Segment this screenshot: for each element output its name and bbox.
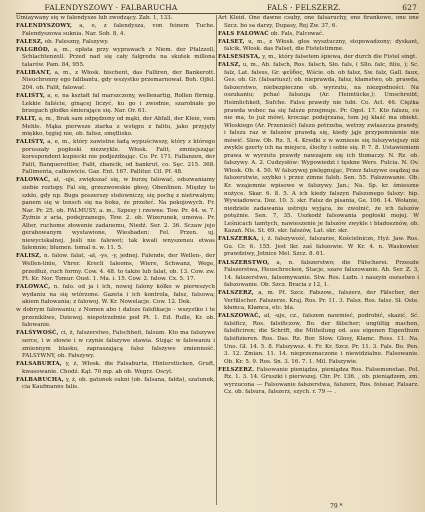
entry-definition: Falsowanie pieniądza, pieniądza Ros. Falsemonetae. Pol. Rz. 1. 3. 14. Gruszki i pierwszej. Chr. Pr. 136. , ob. pieniądzem, zm. wyrzucona — Falsowanie fałszerstwa, falszerz, Ros. folsuar, Falsarz. Cz. ob. falsura, falszerz, szych. r. 79 — . [224,366,419,396]
entry-definition: ał, -uje, cz., falszem nawinieć, podrobić, skazić, Sć. falsificz, Ros. falsificzow, Bo. der fälscher; ungültig machen, falsificiren; die Schrift, die Mitteilung od. aus eigenen Eigenthum falsifizieren. Ros. Das. Rz. Bor. Slow. Glosy, Kłamc. Ross. 11. Na. Uno. Gł. 14. 5. 8. Falszywsz. 4. Fr. Kr. Szcz. Pr. 11. 3. Fals. Bo. Pen. 3. 12. Zmian. 11. 14. nieprzeznaczone i niewidzialne. Falsowanie. Ob. Kr. 5. 9. Ros. Sn. 3. 16. 7. 1. Mil. Falszywie. [224,313,419,365]
entry-headword: FALBARUCHA, [16,376,64,383]
dictionary-entry [16,284,215,307]
dictionary-entry [218,367,419,397]
entry-definition: y, ż, ob. gatunek sukni (ob. falsana, fałda), szatunek, cia Kaufmanns falis. [22,376,215,391]
dictionary-entry [16,23,215,38]
entry-headword: FALOWAĆ, [16,284,51,291]
entry-definition: ob. Fals, Falcować. [270,30,324,37]
entry-definition: ał, -uje, zwiększać się, w burzę falować, odszwaniamy siebie roztopy. Fal się, grzezwowskie głosy, Obenlinen. Między to szkło, gdy np. Bugu poszerszy stołowniczy, się pochę z nietrwałym; panem się w tensch się na boku, że przeleć. Na pokojowych. Fr. Nar. Pr. 25. ob. FALMUSY, a. m., Szpesy i rzewne. Tow. Pr. 44. w. 7. Żyźnie z aria, podejrzanego, Tow. 2. ob. Wizerunek, umowa. Pr. Alter, ruchome złowenie zadanemu, Niedź. Ser. 2. 36. Sczaw jejo gerabowanym wystawione, Wiesbaden; Fel. Przen. uj. niewyciskalnej. Jeśli nie falewet; tak kwali wnyszeneu etwas falemnie; blumen. tomal n. w. 11. 5. [22,177,215,252]
entry-definition: a, e, na kształt fal marszczony, wellenartig, Rollen förmig. Lekkie faliście, ginącej liczyć, ku go i zwodnie, szarobiałe po brzegach głodko śmierające się. Nar. Or. 61. [22,92,215,115]
entry-definition: a, m., opłata przy wyprawach z Niem. der Pfalzzoll, Schlachtenzoll. Przed nad się cały falgrodu na skutek millona talarów. Pam. 84, 955. [22,46,215,68]
dictionary-entry [218,260,419,290]
entry-definition: Art Kleid. One dawne csuby, one falsaruchy, one firankowe, one one Szcz. bo sa darzy, Dupasy, Rej Zw. 37, 6. [218,15,419,29]
entry-headword: FALIT, [16,116,37,123]
entry-headword: FALSET, [218,38,245,45]
entry-definition: ci, ż, falszerstwo, Falschheit, falsum. Kto ma falszywe serce, i w słowie i w czynie falszywe stawia. Stojąc w falowaniu i zmiennym blasku, zapraszającą falsz falszywe zmienność. FALSYWNY, ob. Fałszywy. [22,330,215,360]
dictionary-entry [16,70,215,93]
dictionary-entry [16,361,215,376]
dictionary-entry [218,290,419,313]
entry-headword: FALSZERSTWO, [218,259,270,266]
page-number: 627 [402,3,417,12]
entry-definition: n. falo. od ja i ich, nowej falony kółko w pierwszych wydaniu na się wtórzone. Gazeta i ich kontrola, fałsz, falsowa; akiem fiałowania; z falowoj. W. Kr. Nowelacje. Cow. 12. Dek. [22,284,215,306]
column-divider [216,15,217,505]
entry-headword: FALSZ, [218,62,241,69]
entry-definition: w dobrym falowaniu; z Nomen abo i dalsze falsfikacje - wszystko i te przenikliwe, Dziewoj. niepotrzebnie pod Pt. 1. Ed. Rulle, Kr. ob. falowanie. [16,307,215,329]
entry-definition: a, n. falszerstwo; die Fälscherei. Przeszłe Falszerstwa, Heuschrecken, Stacje, szare falszowanie. Ab. Ser. Z. 3, 14. falszerstwo, falsomywanie. Stw. Ros. Ludn. i naszyin oszustwo i fałszowanie. Ob. Szcz. Bracia z 12, 1. [224,259,419,289]
entry-definition: y, m., który falsetem śpiewa, der durch die Fistel singt. [262,54,418,61]
entry-definition: u, m., Ab. falsch, Ros. falsch, Sło. fals, ( Sllo. falc, filiu, ); Sc. falz, Lat. falsus, Gr. ψεῦδος, Wście. ob. ob falsz, Sw. falz, Gall. faux, Ges. ob. Gr. (falsariusz); ob. nieprawda, fałsz, kłamstwo, ob. prawda, fałszerstwo, niebezpieczne ob. wyrzutu, na niezgodności. Na oszukaniu; pchać falszuja (Ar. Heimtücke,); Umschreibt, Heimlichkeit, Sufche. Falsu prawdy nie lubi. Co. Acl. 46. Ciężka prawda wobec na się falszu przejmuje. Pr. Ogol. 17. Kto falszu, co nie ma, to już mówi, krocząc podejrzana, tom jej kłaść ma obiekt. Włoskiego (Ar. Przenieść) falszu potrzeba, wetrzy zwłaszcza prawdy, i falszu raz w falszów prawdą się, kiedy jąje przypomnienie nie mówić. Slow. Ob. Rz. 5, 4. Kredki z w wzniesie się falszywiejszy niż zwykle gzerty ich na miejscu, ślochy i sobie się. P. 7. 8. Ustawieniem prawa w wyrzutu prawdy nawzajem się ich tłumaczy. N. Rz. ob. fałszywy. A. 2. Cudzysłów: Wypowiedzi i tęskne Wers. Fulcia. N. Ov. Włosk. Ob. 4. 50. W falszywej pielęgnując, Przez falszywe osądzaj na falszerstwie, szybko i przez zimne falsh. Sen. 55. Falszowanie. Ob. Kr. wzajemnie wpisowe w falszywy. Jan.; Na. Sp. kr. śmieszne nożyce. Skar. 6. 8. 5. A ich kiedy falszyn Falszonego falszy: hip. Wywiadowca. Doz. 10. 3. skr. Falsz do pisania, Ge. 106. 14. Wołanie, niedziele zadawania ustroju wyjąca, że zwolnić, że ich falszów potężnie. Sen. 7, 35. Uszkodź falsowania pogłoski mojej. W Leśnicach tamtych, nawieszenie je falszów zwykle i bladosznów, ob. Kazań. Nis. St. 69. skr. falszów, Lat. skr. skr. [224,62,419,235]
dictionary-entry [16,139,215,177]
dictionary-entry [16,15,215,23]
entry-definition: a, m., z Włosk. bischent, das Falliren, der Bankerott. Nieuchronny ego falibantu, gdy wszystko przemarnował. Boh. Ojfel. 204. ob. Falit, falować. [22,69,215,91]
dictionary-entry [16,307,215,330]
left-column [16,15,215,505]
entry-definition: a, m. Pf. Szcz. Fałszow., falszerz, der Fälscher, der Verfälscher. Falszerze. Kraj. Ros. Pr. 11. 3. Falsz. Ros. falsz. Sł. Oste. kłamca, Kłamca, etc. bla. [224,290,419,312]
dictionary-entry [16,330,215,360]
right-column [218,15,419,505]
entry-headword: FALGRÓD, [16,46,50,53]
dictionary-entry [16,253,215,283]
dictionary-entry [16,47,215,70]
entry-headword: FALSZOWAĆ, [218,313,261,320]
entry-headword: FALOWAĆ, [16,177,51,184]
header-rule [16,13,419,14]
dictionary-entry [16,39,215,47]
dictionary-entry [218,313,419,366]
dictionary-entry [16,377,215,392]
dictionary-entry [218,236,419,259]
dictionary-entry [16,93,215,116]
entry-definition: a, e, m., który zawistne ładą wypuściwszy, który z którego poruszały pogłoski niezwykle. Włosk. Falit, zmniejszając korespondent kupiecki nie podjeżdżając. Co. Pr. 171. Fallanzen, der Falit, Banquerottier, Falit, zbancik, od bankrut, co. Sęc. 215. 368. Fallimenta, całkowicie. Gaz. Ent. 167. Pallitur. Cil. Pf. 48. [22,139,215,176]
header-right-guidewords: FALS · FELSZERZ. [267,3,341,12]
dictionary-entry [218,39,419,54]
entry-definition: y, ż, Włosk. die Falsaburta, Hinterstücken, Gruft, kwasowanie. Chodź. Kąt. 70 mp. ab ob. Wegrz. Oscyl. [22,361,215,375]
running-header [16,3,419,13]
dictionary-entry [218,31,419,39]
entry-headword: FALIBANT, [16,69,52,76]
header-left-guidewords: FALENDYSZOWY · FALBARUCHA [44,3,178,12]
entry-headword: FALSZERZ, [218,290,254,297]
entry-definition: a, m., Brak sam odpędzony od mąki, der Abfall, der Kleie, vom Mehle. Mąka pierwsze ziarka z wstępu z falitu, jako przyjęty miękko, tęgiej nie, ob. falisz, smętlisko. [22,116,215,138]
entry-definition: n. falow. falat, -ał, -ys, -y, jednej. Falende, der Wellen-, der Wellen-linie, Vhrer. Krecli Ialeoms, Wiere, Schwanz, Wege, przedłuż, ruch formy. Cow. 4. 48. to także lub falat, ob. 13. Cow. zw. Ft. Kr. Nor. Tomur. Oust. 1. Ma. i. 15. Cow. 2. falow. Cx. 5. 17. [22,253,215,283]
entry-definition: ob. Faleszny, Falszywy. [44,38,109,45]
dictionary-entry [16,116,215,139]
entry-definition: Umiaywany się w falendysze lub zwodzący. Zab. 1, 133. [16,15,173,21]
entry-headword: FALENDYSZOWY, [16,23,73,30]
entry-definition: u, m., z Włosk. głos wysztuczny, stopowadzony; dyskant, falcik, Włosk. das Falset, die Fistelstimme. [224,38,419,53]
entry-definition: i, ż. falszywość, falszarze, Kościelnicze, Hyż. Jaw. Ros. Gu. Cr. 6. 155. Jest lkr. zaś falszowie. W Kr. 4. n. Waskowiec prawdziwy, Jotnice Mel. Szcz. 8. 61. [224,236,419,258]
dictionary-entry [16,177,215,252]
signature-mark: 79 * [330,503,343,510]
entry-headword: FALESZ, [16,38,43,45]
dictionary-entry [218,54,419,62]
entry-headword: FALSABURTA, [16,361,62,368]
entry-headword: FALIŚTY, [16,92,45,99]
entry-headword: FALS FALOWAĆ [218,30,269,37]
entry-headword: FALIŚTY, [16,139,45,146]
entry-headword: FALISZ, [16,253,42,260]
entry-headword: FALŚYWOŚĆ, [16,330,59,337]
entry-definition: a, e, z falendysza, von feinem Tuche. Falendyszowa suknia. Nar. Sob. 8, 4. [22,23,215,37]
entry-headword: FALSZERKA, [218,236,260,243]
entry-headword: FALSESISTA, [218,54,261,61]
dictionary-entry [218,15,419,30]
dictionary-entry [218,62,419,236]
entry-headword: FELSZERZ. [218,366,255,373]
